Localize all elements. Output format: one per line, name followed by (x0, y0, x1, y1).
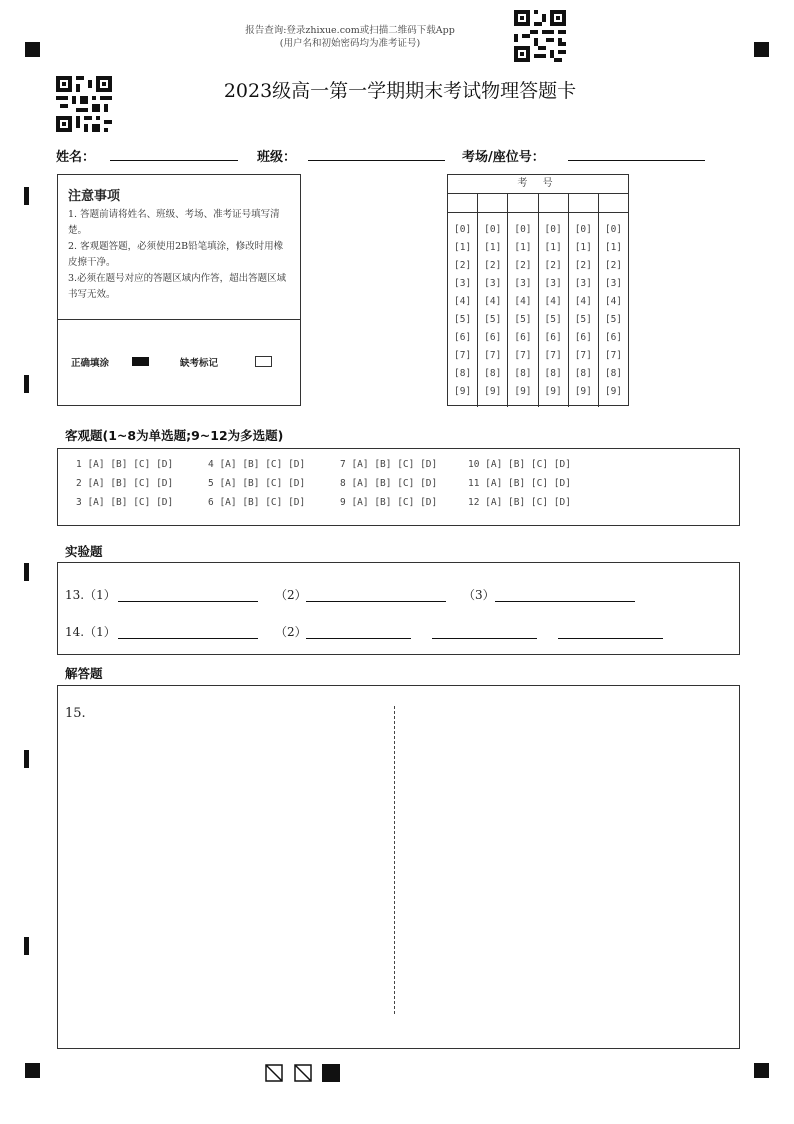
corner-mark-bottom-right (754, 1063, 769, 1078)
exam-digit-bubble[interactable]: [8] (514, 368, 532, 379)
exam-digit-bubble[interactable]: [1] (574, 242, 592, 253)
exam-digit-bubble[interactable]: [1] (484, 242, 502, 253)
q13-part2-answer-line[interactable] (306, 601, 446, 602)
q13-part3-answer-line[interactable] (495, 601, 635, 602)
exam-digit-bubble[interactable]: [0] (454, 224, 472, 235)
name-field[interactable] (110, 160, 238, 161)
mcq-question-row[interactable]: 5 [A] [B] [C] [D] (208, 478, 306, 489)
exam-digit-bubble[interactable]: [9] (574, 386, 592, 397)
exam-digit-bubble[interactable]: [6] (454, 332, 472, 343)
absent-mark-checkbox[interactable] (255, 356, 272, 367)
class-label: 班级： (257, 150, 297, 165)
notice-divider (58, 319, 300, 320)
fiducial-slash-2 (294, 1064, 312, 1082)
exam-number-column (508, 213, 538, 407)
fiducial-slash-1 (265, 1064, 283, 1082)
exam-digit-bubble[interactable]: [4] (484, 296, 502, 307)
qr-code-top[interactable] (514, 10, 566, 62)
exam-digit-bubble[interactable]: [1] (604, 242, 623, 253)
exam-number-header: 考 号 (448, 175, 628, 194)
notice-text (68, 207, 290, 303)
hint-line-1: 报告查询:登录zhixue.com或扫描二维码下载App (245, 25, 455, 36)
objective-section-label: 客观题(1~8为单选题;9~12为多选题) (65, 428, 284, 443)
exam-digit-bubble[interactable]: [4] (514, 296, 532, 307)
exam-number-entry-row (448, 194, 628, 213)
exam-digit-bubble[interactable]: [7] (604, 350, 623, 361)
exam-digit-bubble[interactable]: [3] (604, 278, 623, 289)
exam-number-entry-cell[interactable] (599, 194, 628, 212)
exam-number-entry-cell[interactable] (508, 194, 538, 212)
exam-digit-bubble[interactable]: [4] (454, 296, 472, 307)
corner-mark-top-right (754, 42, 769, 57)
q13-part1-label: 13.（1） (65, 588, 116, 602)
exam-digit-bubble[interactable]: [2] (604, 260, 623, 271)
exam-digit-bubble[interactable]: [0] (514, 224, 532, 235)
exam-digit-bubble[interactable]: [1] (544, 242, 562, 253)
exam-digit-bubble[interactable]: [7] (514, 350, 532, 361)
exam-digit-bubble[interactable]: [9] (544, 386, 562, 397)
mcq-question-row[interactable]: 4 [A] [B] [C] [D] (208, 459, 306, 470)
page-title: 2023级高一第一学期期末考试物理答题卡 (223, 80, 577, 102)
exam-digit-bubble[interactable]: [3] (514, 278, 532, 289)
column-divider (394, 706, 395, 1014)
exam-digit-bubble[interactable]: [3] (574, 278, 592, 289)
exam-number-column (448, 213, 478, 407)
notice-item-1: 1. 答题前请将姓名、班级、考场、准考证号填写清楚。 (68, 209, 280, 236)
notice-item-3: 3.必须在题号对应的答题区域内作答，超出答题区域书写无效。 (68, 273, 287, 300)
q14-part2-answer-line-b[interactable] (432, 638, 537, 639)
side-mark (24, 937, 29, 955)
notice-item-2: 2. 客观题答题，必须使用2B铅笔填涂，修改时用橡皮擦干净。 (68, 241, 284, 268)
corner-mark-bottom-left (25, 1063, 40, 1078)
exam-digit-bubble[interactable]: [5] (454, 314, 472, 325)
notice-title: 注意事项 (68, 189, 121, 204)
q13-part3-label: （3） (463, 588, 495, 602)
exam-digit-bubble[interactable]: [8] (454, 368, 472, 379)
exam-number-column (539, 213, 569, 407)
exam-digit-bubble[interactable]: [2] (484, 260, 502, 271)
exam-digit-bubble[interactable]: [9] (454, 386, 472, 397)
notice-box (57, 174, 301, 406)
report-query-hint (200, 24, 500, 50)
exam-number-digit-columns (448, 213, 628, 407)
exam-digit-bubble[interactable]: [8] (544, 368, 562, 379)
exam-digit-bubble[interactable]: [7] (544, 350, 562, 361)
q14-part1-answer-line[interactable] (118, 638, 258, 639)
absent-mark-label: 缺考标记 (180, 358, 219, 369)
mcq-column-3 (340, 459, 437, 516)
exam-digit-bubble[interactable]: [7] (484, 350, 502, 361)
exam-number-column (478, 213, 508, 407)
correct-fill-label: 正确填涂 (71, 358, 110, 369)
exam-digit-bubble[interactable]: [2] (544, 260, 562, 271)
exam-digit-bubble[interactable]: [2] (574, 260, 592, 271)
exam-digit-bubble[interactable]: [6] (544, 332, 562, 343)
exam-digit-bubble[interactable]: [8] (484, 368, 502, 379)
exam-digit-bubble[interactable]: [0] (544, 224, 562, 235)
experiment-section-label: 实验题 (65, 544, 103, 559)
hint-line-2: (用户名和初始密码均为准考证号) (279, 38, 421, 49)
exam-digit-bubble[interactable]: [4] (574, 296, 592, 307)
exam-digit-bubble[interactable]: [0] (604, 224, 623, 235)
seat-field[interactable] (568, 160, 705, 161)
exam-number-entry-cell[interactable] (448, 194, 478, 212)
mcq-question-row[interactable]: 2 [A] [B] [C] [D] (76, 478, 174, 489)
exam-digit-bubble[interactable]: [1] (514, 242, 532, 253)
exam-digit-bubble[interactable]: [9] (514, 386, 532, 397)
exam-digit-bubble[interactable]: [7] (574, 350, 592, 361)
mcq-question-row[interactable]: 12 [A] [B] [C] [D] (468, 497, 571, 508)
exam-digit-bubble[interactable]: [5] (574, 314, 592, 325)
exam-digit-bubble[interactable]: [6] (604, 332, 623, 343)
exam-number-table (447, 174, 629, 406)
correct-fill-sample (132, 357, 149, 366)
mcq-question-row[interactable]: 7 [A] [B] [C] [D] (340, 459, 438, 470)
exam-number-column (599, 213, 628, 407)
side-mark (24, 750, 29, 768)
exam-digit-bubble[interactable]: [2] (454, 260, 472, 271)
exam-digit-bubble[interactable]: [4] (604, 296, 623, 307)
mcq-question-row[interactable]: 8 [A] [B] [C] [D] (340, 478, 438, 489)
name-label: 姓名： (56, 150, 96, 165)
seat-label: 考场/座位号： (462, 150, 545, 165)
side-mark (24, 563, 29, 581)
exam-digit-bubble[interactable]: [8] (574, 368, 592, 379)
exam-number-entry-cell[interactable] (569, 194, 599, 212)
mcq-question-row[interactable]: 3 [A] [B] [C] [D] (76, 497, 174, 508)
exam-digit-bubble[interactable]: [6] (514, 332, 532, 343)
qr-code-student (56, 76, 112, 132)
exam-digit-bubble[interactable]: [5] (514, 314, 532, 325)
exam-digit-bubble[interactable]: [3] (484, 278, 502, 289)
exam-digit-bubble[interactable]: [8] (604, 368, 623, 379)
exam-digit-bubble[interactable]: [3] (544, 278, 562, 289)
exam-digit-bubble[interactable]: [0] (484, 224, 502, 235)
exam-number-entry-cell[interactable] (539, 194, 569, 212)
mcq-column-4 (468, 459, 571, 516)
exam-number-column (569, 213, 599, 407)
q14-part2-answer-line-c[interactable] (558, 638, 663, 639)
q14-part2-label: （2） (275, 625, 307, 639)
mcq-column-2 (208, 459, 305, 516)
exam-digit-bubble[interactable]: [0] (574, 224, 592, 235)
mcq-question-row[interactable]: 1 [A] [B] [C] [D] (76, 459, 174, 470)
q14-part1-label: 14.（1） (65, 625, 116, 639)
exam-digit-bubble[interactable]: [5] (544, 314, 562, 325)
exam-number-entry-cell[interactable] (478, 194, 508, 212)
mcq-question-row[interactable]: 10 [A] [B] [C] [D] (468, 459, 571, 470)
mcq-column-1 (76, 459, 173, 516)
side-mark (24, 375, 29, 393)
exam-digit-bubble[interactable]: [5] (604, 314, 623, 325)
solution-answer-box[interactable] (57, 685, 740, 1049)
corner-mark-top-left (25, 42, 40, 57)
mcq-question-row[interactable]: 6 [A] [B] [C] [D] (208, 497, 306, 508)
exam-digit-bubble[interactable]: [9] (484, 386, 502, 397)
exam-digit-bubble[interactable]: [5] (484, 314, 502, 325)
q13-part2-label: （2） (275, 588, 307, 602)
side-mark (24, 187, 29, 205)
q14-part2-answer-line-a[interactable] (306, 638, 411, 639)
q13-part1-answer-line[interactable] (118, 601, 258, 602)
fiducial-solid (322, 1064, 340, 1082)
exam-digit-bubble[interactable]: [3] (454, 278, 472, 289)
mcq-question-row[interactable]: 9 [A] [B] [C] [D] (340, 497, 438, 508)
exam-digit-bubble[interactable]: [4] (544, 296, 562, 307)
class-field[interactable] (308, 160, 445, 161)
mcq-question-row[interactable]: 11 [A] [B] [C] [D] (468, 478, 571, 489)
exam-digit-bubble[interactable]: [6] (484, 332, 502, 343)
solution-section-label: 解答题 (65, 666, 103, 681)
exam-digit-bubble[interactable]: [2] (514, 260, 532, 271)
exam-digit-bubble[interactable]: [9] (604, 386, 623, 397)
exam-digit-bubble[interactable]: [7] (454, 350, 472, 361)
exam-digit-bubble[interactable]: [6] (574, 332, 592, 343)
q15-label: 15. (65, 706, 86, 721)
experiment-answer-box (57, 562, 740, 655)
exam-digit-bubble[interactable]: [1] (454, 242, 472, 253)
